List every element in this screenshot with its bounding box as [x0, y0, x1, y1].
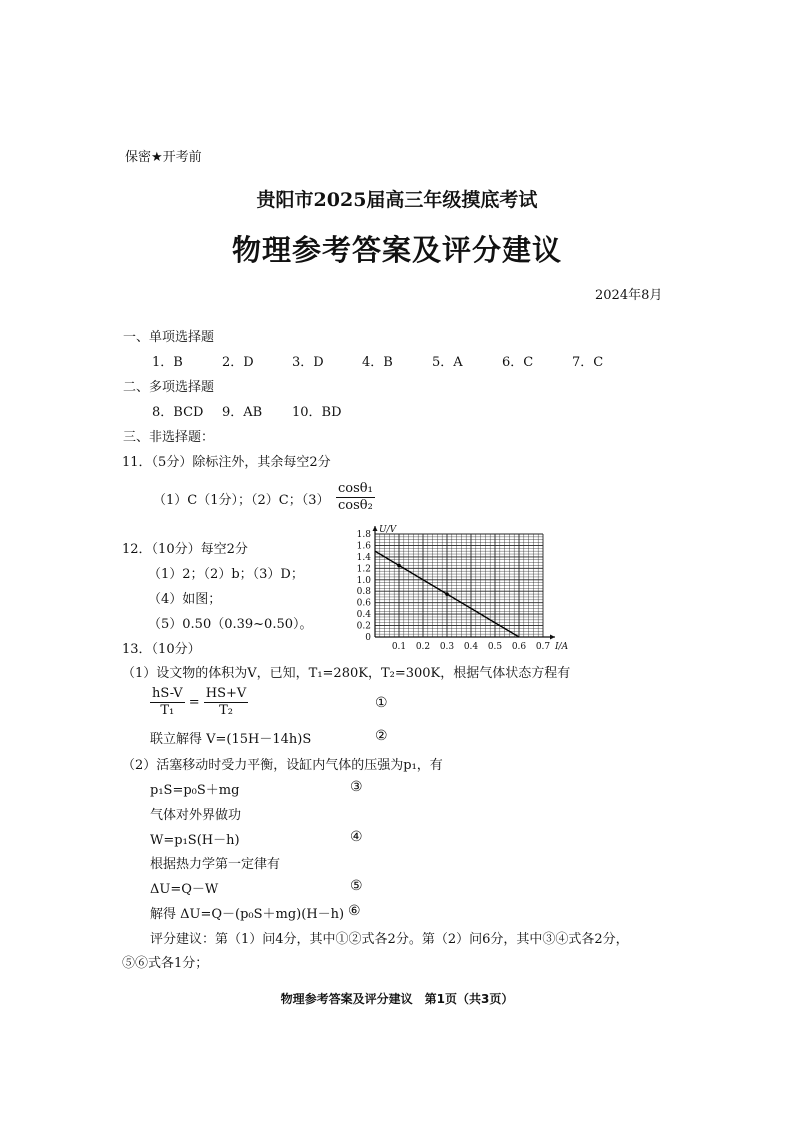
- answer-item: 7．C: [572, 355, 604, 370]
- y-tick-label: 0.8: [356, 587, 371, 598]
- data-point: [397, 564, 401, 568]
- equation-3: p₁S=p₀S＋mg: [150, 783, 240, 798]
- equation-4: W=p₁S(H－h): [150, 833, 240, 848]
- equation-marker: ③: [350, 779, 363, 795]
- x-axis-label: I/A: [555, 642, 569, 652]
- grading-note-cont: ⑤⑥式各1分；: [122, 956, 209, 971]
- answer-item: 1．B: [152, 355, 183, 370]
- q11-answers: （1）C（1分）；（2）C；（3）: [153, 493, 330, 508]
- y-tick-label: 1.6: [356, 541, 371, 552]
- x-tick-label: 0.6: [511, 642, 527, 652]
- section-one-heading: 一、单项选择题: [123, 330, 215, 345]
- equation-2: 联立解得 V=(15H－14h)S: [150, 732, 312, 747]
- fraction-denominator: cosθ₂: [338, 498, 373, 513]
- x-tick-label: 0.4: [463, 642, 479, 652]
- exam-title: 贵阳市2025届高三年级摸底考试: [256, 189, 538, 211]
- eq1-right-denominator: T₂: [219, 703, 233, 718]
- eq1-right-numerator: HS+V: [205, 686, 247, 701]
- answer-item: 4．B: [362, 355, 393, 370]
- y-tick-label: 1.4: [356, 552, 371, 563]
- confidential-label: 保密★开考前: [125, 150, 202, 165]
- equation-1: [150, 686, 248, 719]
- x-tick-label: 0.7: [535, 642, 551, 652]
- equation-marker: ①: [375, 695, 388, 711]
- x-tick-label: 0.3: [439, 642, 455, 652]
- section-two-heading: 二、多项选择题: [123, 380, 215, 395]
- doc-title: 物理参考答案及评分建议: [231, 233, 562, 267]
- answer-item: 3．D: [292, 355, 324, 370]
- q11-heading: 11．（5分）除标注外，其余每空2分: [122, 455, 331, 470]
- equation-5: ΔU=Q－W: [150, 882, 219, 897]
- x-tick-label: 0.1: [391, 642, 407, 652]
- y-tick-label: 0: [365, 633, 371, 643]
- y-tick-label: 0.2: [356, 621, 371, 632]
- y-axis-arrow: [373, 526, 378, 531]
- q12-line: （1）2；（2）b；（3）D；: [148, 567, 304, 582]
- q12-line: （5）0.50（0.39~0.50）。: [148, 617, 313, 632]
- equation-marker: ⑤: [350, 878, 363, 894]
- q13-text: 气体对外界做功: [150, 808, 242, 823]
- y-axis-label: U/V: [379, 525, 397, 535]
- equation-marker: ②: [375, 728, 388, 744]
- y-tick-label: 0.4: [356, 610, 371, 621]
- q11-fraction: [336, 481, 375, 514]
- y-tick-label: 0.6: [356, 598, 371, 609]
- ui-graph: [350, 522, 575, 654]
- x-tick-label: 0.2: [415, 642, 431, 652]
- q12-heading: 12．（10分）每空2分: [122, 542, 248, 557]
- answer-item: 6．C: [502, 355, 534, 370]
- y-tick-label: 1.0: [356, 575, 371, 586]
- grading-note: 评分建议：第（1）问4分，其中①②式各2分。第（2）问6分，其中③④式各2分，: [150, 932, 629, 947]
- equation-marker: ④: [350, 829, 363, 845]
- answer-item: 5．A: [432, 355, 463, 370]
- answer-item: 8．BCD: [152, 405, 204, 420]
- eq1-left-numerator: hS-V: [152, 686, 183, 701]
- page-footer: 物理参考答案及评分建议 第1页（共3页）: [280, 992, 514, 1006]
- doc-date: 2024年8月: [595, 288, 663, 303]
- q12-line: （4）如图；: [148, 592, 222, 607]
- equation-6: 解得 ΔU=Q－(p₀S＋mg)(H－h): [150, 907, 345, 922]
- q13-part1: （1）设文物的体积为V，已知，T₁=280K，T₂=300K，根据气体状态方程有: [122, 666, 571, 681]
- x-axis-arrow: [550, 635, 555, 640]
- eq1-left-denominator: T₁: [160, 703, 175, 718]
- q13-part2: （2）活塞移动时受力平衡，设缸内气体的压强为p₁，有: [122, 758, 443, 773]
- q13-heading: 13．（10分）: [122, 642, 201, 657]
- q13-text: 根据热力学第一定律有: [150, 857, 281, 872]
- y-tick-label: 1.2: [356, 564, 371, 575]
- fraction-numerator: cosθ₁: [338, 481, 373, 496]
- y-tick-label: 1.8: [356, 530, 371, 540]
- data-point: [445, 592, 449, 596]
- section-three-heading: 三、非选择题：: [123, 430, 215, 445]
- answer-item: 9．AB: [222, 405, 263, 420]
- answer-item: 2．D: [222, 355, 254, 370]
- equation-marker: ⑥: [348, 903, 361, 919]
- x-tick-label: 0.5: [487, 642, 503, 652]
- eq1-equals: =: [188, 695, 200, 710]
- answer-item: 10．BD: [292, 405, 342, 420]
